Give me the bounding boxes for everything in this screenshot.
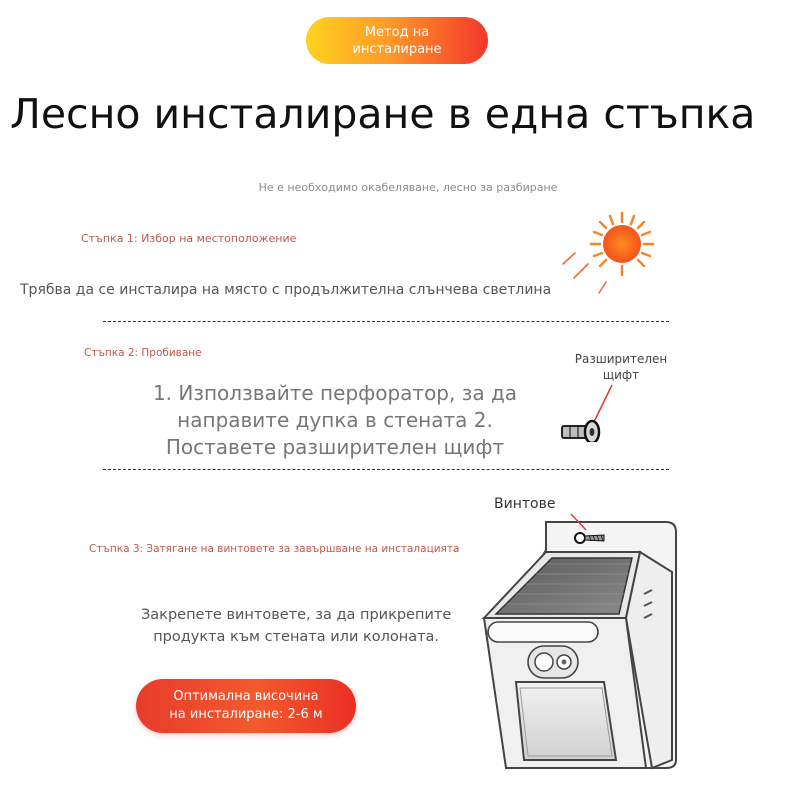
divider-2 [103, 469, 669, 470]
step2-instructions [120, 380, 550, 461]
page-title: Лесно инсталиране в една стъпка [10, 90, 756, 138]
height-line-2: на инсталиране: 2-6 м [169, 707, 323, 722]
solar-wall-lamp-illustration [476, 510, 688, 772]
step3-text-line-1: Закрепете винтовете, за да прикрепите [141, 607, 452, 623]
screws-label: Винтове [494, 496, 556, 512]
page-subtitle: Не е необходимо окабеляване, лесно за разбиране [258, 181, 558, 194]
step1-label: Стъпка 1: Избор на местоположение [81, 232, 297, 245]
pin-caption [566, 351, 676, 383]
height-line-1: Оптимална височина [173, 689, 319, 704]
step2-label: Стъпка 2: Пробиване [84, 347, 202, 359]
step2-line-3: Поставете разширителен щифт [165, 435, 505, 459]
sun-icon [555, 205, 665, 300]
install-method-badge [306, 17, 488, 64]
divider-1 [103, 321, 669, 322]
step1-text: Трябва да се инсталира на място с продължителна слънчева светлина [20, 282, 552, 298]
step2-line-2: направите дупка в стената 2. [177, 408, 493, 432]
step3-text-line-2: продукта към стената или колоната. [153, 629, 440, 645]
pin-caption-line-2: щифт [602, 368, 640, 382]
badge-line-1: Метод на [364, 24, 430, 40]
pin-caption-line-1: Разширителен [574, 352, 668, 366]
step3-text [141, 604, 451, 648]
install-height-badge [136, 679, 356, 733]
expansion-pin-icon [556, 382, 616, 442]
badge-line-2: инсталиране [352, 41, 442, 57]
step3-label: Стъпка 3: Затягане на винтовете за завършване на инсталацията [89, 543, 460, 555]
step2-line-1: 1. Използвайте перфоратор, за да [152, 381, 518, 405]
